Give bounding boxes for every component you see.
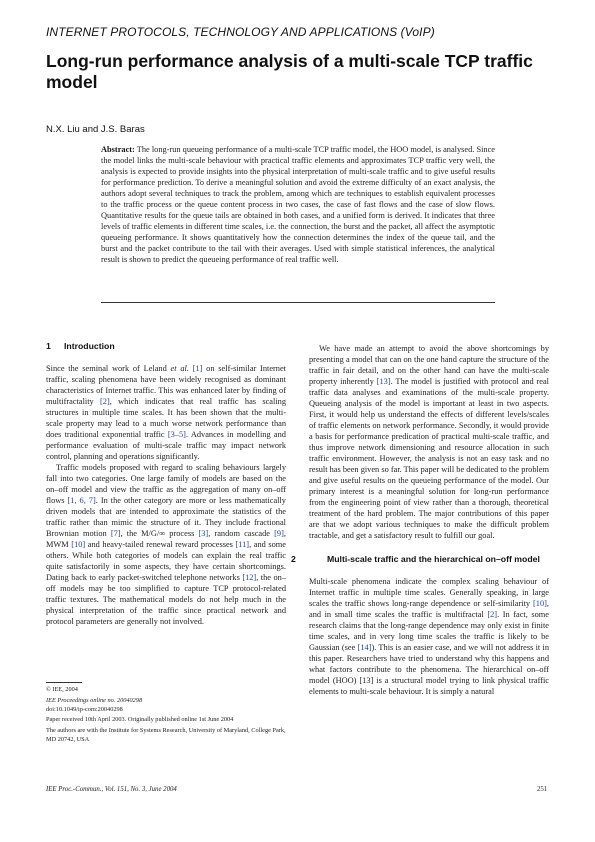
doi: doi:10.1049/ip-com:20040298	[46, 705, 123, 713]
abstract-text: The long-run queueing performance of a multi-scale TCP traffic model, the HOO model, is analysed. Since the model links the multi-scale behaviour with practical traffic elements and approximates TCP traffic very well, the analysis is expected to provide insights into the physical interpretation of multi-scale traffic and to give useful results for performance prediction. To derive a meaningful solution and avoid the extreme difficulty of an exact analysis, the authors adopt several techniques to track the problem, among which are techniques to establish equivalent processes to the traffic process or the queue content process in two cases, the case of fast flows and the case of slow flows. Quantitative results for the queue tails are obtained in both cases, and a unified form is derived. It indicates that three levels of traffic elements in different time scales, i.e. the connection, the burst and the packet, all affect the asymptotic queueing performance. It shows quantitatively how the connection determines the index of the queue tail, and the burst and the packet contribute to the tail with their averages. Used with simple statistical inferences, the analytical result is shown to predict the queueing performance of real traffic well.	[101, 145, 496, 264]
citation-link[interactable]: [1]	[192, 364, 203, 373]
proceedings-id: IEE Proceedings online no. 20040298	[46, 696, 143, 704]
citation-link[interactable]: [2]	[487, 610, 498, 619]
section-1-heading: 1 Introduction	[46, 341, 115, 351]
author-affiliation: The authors are with the Institute for Systems Research, University of Maryland, College Park, MD 20742, USA	[46, 727, 286, 743]
abstract-divider	[101, 302, 495, 303]
copyright-notice: © IEE, 2004	[46, 686, 78, 693]
citation-link[interactable]: [1, 6, 7]	[67, 496, 96, 505]
received-date: Paper received 10th April 2003. Originally published online 1st June 2004	[46, 716, 234, 724]
citation-link[interactable]: [3–5]	[167, 430, 186, 439]
section-2-heading: 2 Multi-scale traffic and the hierarchical on–off model	[291, 554, 540, 564]
left-column	[46, 341, 286, 627]
citation-link[interactable]: [11]	[235, 540, 250, 549]
authors: N.X. Liu and J.S. Baras	[46, 124, 145, 135]
paragraph: Since the seminal work of Leland et al. [1] on self-similar Internet traffic, scaling phenomena have been widely recognised as dominant characteristics of Internet traffic. This was enhanced later by finding of multifractality [2], which indicates that real traffic has scaling structures in multiple time scales. It has been shown that the multi-scale property may lead to a much worse network performance than does traditional exponential traffic [3–5]. Advances in modelling and performance evaluation of multi-scale traffic may impact network control, planning and operations significantly.	[46, 364, 287, 461]
abstract	[101, 144, 495, 265]
paper-title: Long-run performance analysis of a multi-scale TCP traffic model	[46, 51, 533, 92]
abstract-label: Abstract:	[101, 145, 135, 154]
citation-link[interactable]: [10]	[71, 540, 86, 549]
citation-link[interactable]: [10]	[533, 599, 547, 608]
paragraph: We have made an attempt to avoid the above shortcomings by presenting a model that can on the one hand capture the structure of the traffic in fair detail, and on the other hand can have the multi-scale property inherently [13]. The model is justified with protocol and real traffic data analyses and examinations of the multi-scale property. Queueing analysis of the model is important at least in two aspects. First, it would help us understand the effects of different levels/scales of traffic elements on network performance. Secondly, it would provide a basis for performance predication of practical multi-scale traffic, and thus improve network dimensioning and resource allocation in such traffic environment. However, the analysis is not an easy task and no result has been given so far. This paper will be dedicated to the problem and give useful results on the queueing performance of the model. Our primary interest is a meaningful solution for long-run performance from the engineering point of view rather than a thorough, theoretical treatment of the hard problem. The major contributions of this paper are that we adopt various techniques to make the difficult problem tractable, and get a satisfactory result to fulfill our goal.	[309, 344, 549, 540]
citation-link[interactable]: [7]	[110, 529, 121, 538]
citation-link[interactable]: [3]	[198, 529, 209, 538]
running-head: INTERNET PROTOCOLS, TECHNOLOGY AND APPLICATIONS (VoIP)	[46, 25, 435, 39]
journal-citation: IEE Proc.-Commun., Vol. 151, No. 3, June 2004	[46, 786, 177, 793]
citation-link[interactable]: [9]	[274, 529, 284, 538]
citation-link[interactable]: [2]	[100, 397, 110, 406]
citation-link[interactable]: [12]	[242, 573, 257, 582]
paragraph: Traffic models proposed with regard to scaling behaviours largely fall into two categories. One large family of models are based on the on–off model and view the traffic as the aggregation of many on–off flows [1, 6, 7]. In the other category are more or less mathematically driven models that are intended to approximate the statistics of the traffic rather than mimic the structure of it. They include fractional Brownian motion [7], the M/G/∞ process [3], random cascade [9], MWM [10] and heavy-tailed renewal reward processes [11], and some others. While both categories of models can explain the real traffic quite satisfactorily in some aspects, they have certain shortcomings. Dating back to early packet-switched telephone networks [12], the on–off models may be too simplified to capture TCP protocol-related traffic textures. The mathematical models do not help much in the physical interpretation of the traffic since practical network and protocol parameters are generally not involved.	[46, 463, 286, 626]
footnotes	[46, 686, 286, 745]
citation-link[interactable]: [13]	[376, 377, 391, 386]
right-column	[291, 343, 550, 697]
page-number: 251	[537, 786, 548, 793]
citation-link[interactable]: [14]	[357, 643, 372, 652]
paragraph: Multi-scale phenomena indicate the complex scaling behaviour of Internet traffic in multiple time scales. Generally speaking, in large scales the traffic shows long-range dependence or self-similarity [10], and in small time scales the traffic is multifractal [2]. In fact, some research claims that the long-range dependence may only exist in finite time scales, and in very long time scales the traffic is likely to be Gaussian (see [14]). This is an easier case, and we will not address it in this paper. Researchers have tried to understand why this happens and what factors contribute to the phenomena. The hierarchical on–off model (HOO) [13] is a structural model trying to link physical traffic elements to multi-scale behaviour. It is simply a natural	[309, 577, 550, 696]
footnote-divider	[46, 682, 82, 683]
